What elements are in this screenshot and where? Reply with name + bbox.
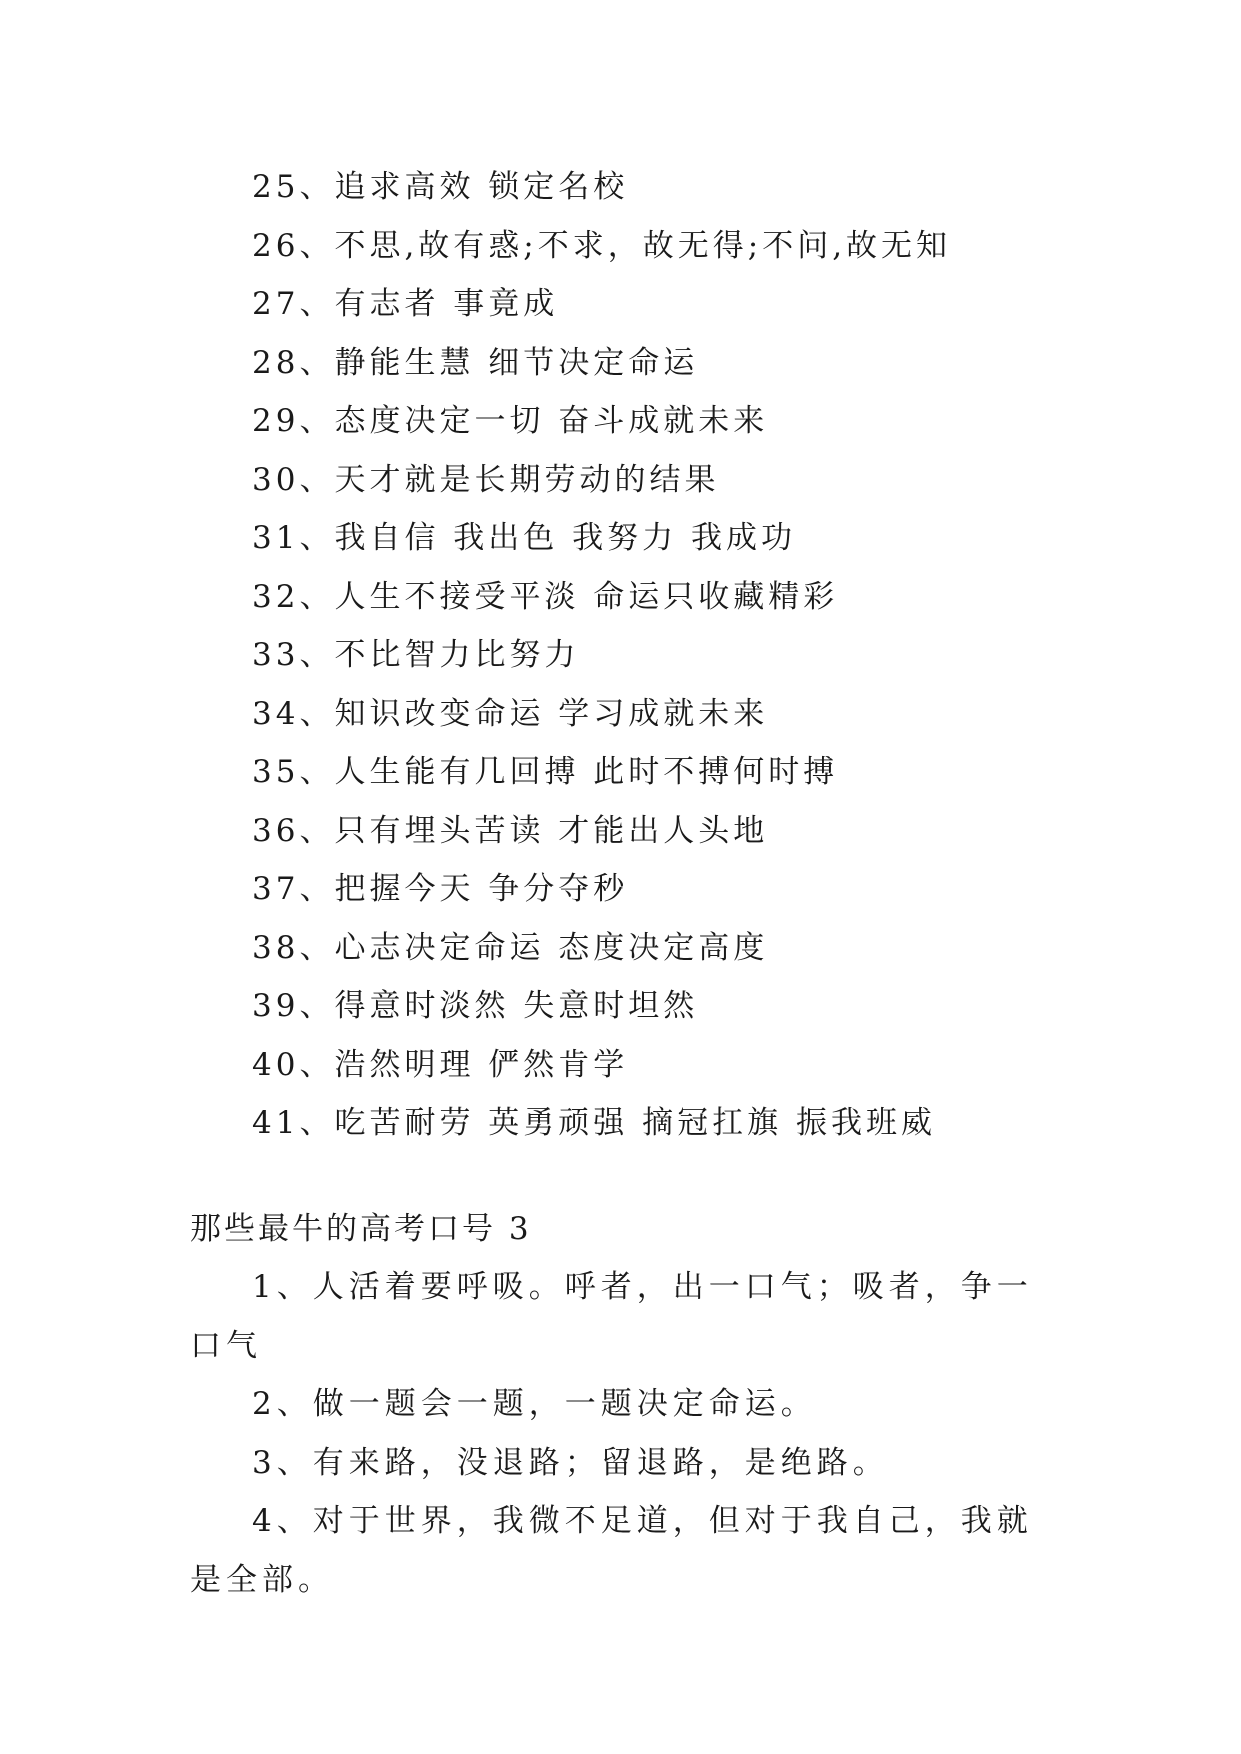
list-item: 4、对于世界，我微不足道，但对于我自己，我就是全部。 <box>190 1503 1033 1598</box>
slogan-list-section-3 <box>190 1258 1060 1609</box>
list-item: 35、人生能有几回搏 此时不搏何时搏 <box>252 754 839 790</box>
list-item: 27、有志者 事竟成 <box>252 286 559 322</box>
list-item: 36、只有埋头苦读 才能出人头地 <box>252 812 769 849</box>
list-item: 1、人活着要呼吸。呼者，出一口气；吸者，争一口气 <box>190 1269 1033 1364</box>
list-item: 31、我自信 我出色 我努力 我成功 <box>252 520 797 556</box>
list-item: 32、人生不接受平淡 命运只收藏精彩 <box>252 578 839 615</box>
section-heading: 那些最牛的高考口号 3 <box>190 1211 532 1247</box>
list-item: 26、不思,故有惑;不求，故无得;不问,故无知 <box>252 227 952 264</box>
list-item: 38、心志决定命运 态度决定高度 <box>252 929 769 966</box>
list-item: 3、有来路，没退路；留退路，是绝路。 <box>252 1444 889 1481</box>
list-item: 33、不比智力比努力 <box>252 637 580 673</box>
list-item: 30、天才就是长期劳动的结果 <box>252 461 720 498</box>
list-item: 37、把握今天 争分夺秒 <box>252 871 629 907</box>
list-item: 39、得意时淡然 失意时坦然 <box>252 988 699 1024</box>
list-item: 28、静能生慧 细节决定命运 <box>252 344 699 381</box>
slogan-list-continued <box>252 158 951 1153</box>
list-item: 40、浩然明理 俨然肯学 <box>252 1046 629 1083</box>
list-item: 29、态度决定一切 奋斗成就未来 <box>252 403 769 439</box>
list-item: 34、知识改变命运 学习成就未来 <box>252 695 769 732</box>
list-item: 41、吃苦耐劳 英勇顽强 摘冠扛旗 振我班威 <box>252 1105 937 1141</box>
list-item: 2、做一题会一题，一题决定命运。 <box>252 1386 817 1422</box>
list-item: 25、追求高效 锁定名校 <box>252 169 629 205</box>
